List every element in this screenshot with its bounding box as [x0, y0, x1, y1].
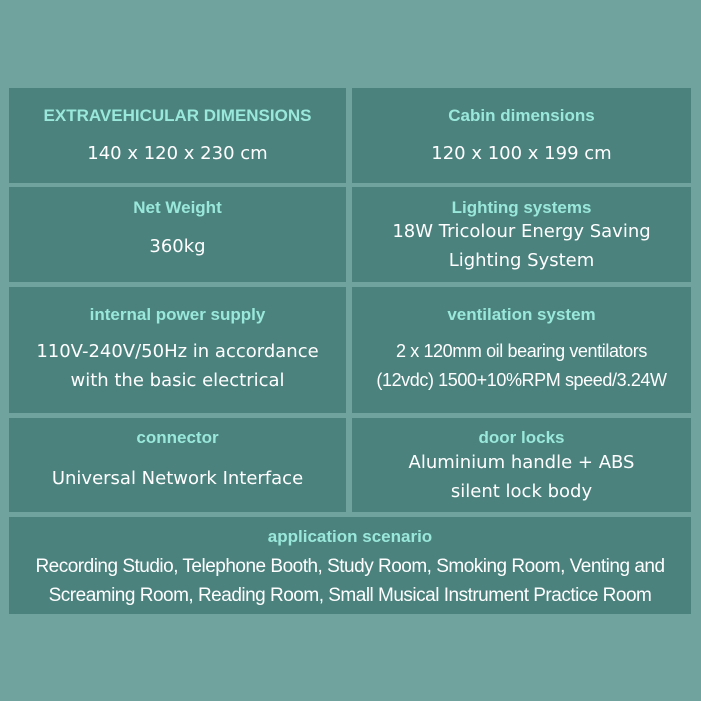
- spec-cell-application-scenario: [9, 517, 691, 614]
- spec-value-line: 360kg: [149, 236, 206, 257]
- spec-heading: application scenario: [267, 527, 433, 546]
- spec-cell-cabin-dimensions: [352, 88, 691, 183]
- spec-cell-internal-power-supply: [9, 287, 346, 413]
- spec-value: [9, 464, 346, 493]
- spec-heading: EXTRAVEHICULAR DIMENSIONS: [43, 106, 312, 125]
- spec-value: [9, 337, 346, 395]
- spec-value-line: 18W Tricolour Energy Saving: [392, 221, 651, 242]
- spec-heading: connector: [136, 428, 219, 447]
- spec-value-line: (12vdc) 1500+10%RPM speed/3.24W: [376, 370, 667, 390]
- spec-value-line: silent lock body: [450, 481, 593, 502]
- spec-cell-connector: [9, 418, 346, 512]
- spec-value-line: Recording Studio, Telephone Booth, Study Room, Smoking Room, Venting and: [35, 556, 665, 577]
- spec-value-line: Aluminium handle + ABS: [408, 452, 635, 473]
- spec-value: [352, 217, 691, 275]
- spec-heading: door locks: [478, 428, 565, 447]
- spec-value-line: with the basic electrical: [70, 370, 285, 391]
- spec-value: [9, 232, 346, 261]
- spec-cell-door-locks: [352, 418, 691, 512]
- spec-cell-extravehicular-dimensions: [9, 88, 346, 183]
- spec-value-line: 140 x 120 x 230 cm: [87, 143, 268, 164]
- spec-value: [352, 139, 691, 168]
- spec-value-line: 110V-240V/50Hz in accordance: [36, 341, 319, 362]
- spec-heading: ventilation system: [447, 305, 596, 324]
- spec-value: [352, 337, 691, 395]
- spec-value-line: Universal Network Interface: [51, 468, 304, 489]
- spec-heading: Cabin dimensions: [448, 106, 595, 125]
- spec-heading: internal power supply: [89, 305, 266, 324]
- spec-heading: Lighting systems: [451, 198, 592, 217]
- spec-value: [352, 448, 691, 506]
- spec-value: [9, 139, 346, 168]
- spec-value-line: 2 x 120mm oil bearing ventilators: [396, 341, 647, 361]
- spec-cell-lighting-systems: [352, 187, 691, 282]
- spec-value-line: 120 x 100 x 199 cm: [431, 143, 612, 164]
- spec-heading: Net Weight: [133, 198, 222, 217]
- spec-value-line: Screaming Room, Reading Room, Small Musical Instrument Practice Room: [48, 585, 652, 606]
- spec-cell-net-weight: [9, 187, 346, 282]
- spec-value: [9, 552, 691, 610]
- spec-value-line: Lighting System: [448, 250, 595, 271]
- spec-cell-ventilation-system: [352, 287, 691, 413]
